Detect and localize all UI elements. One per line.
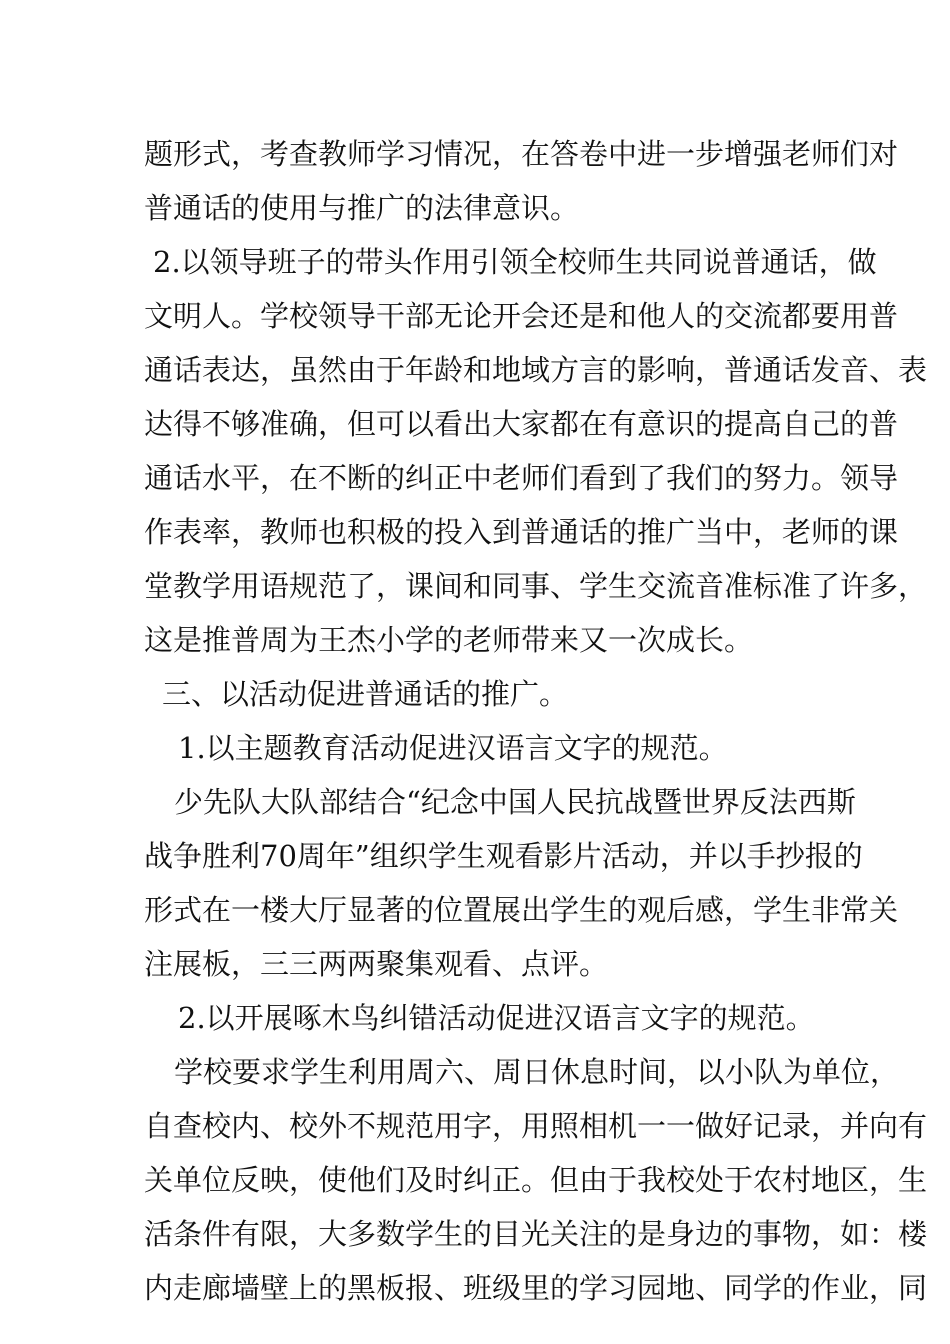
body-text-line: 活条件有限，大多数学生的目光关注的是身边的事物，如：楼 <box>144 1217 928 1251</box>
body-text-line: 达得不够准确，但可以看出大家都在有意识的提高自己的普 <box>144 407 899 441</box>
body-text-line: 这是推普周为王杰小学的老师带来又一次成长。 <box>144 623 754 657</box>
body-text-line: 普通话的使用与推广的法律意识。 <box>144 191 580 225</box>
body-text-line: 战争胜利70周年”组织学生观看影片活动，并以手抄报的 <box>144 839 863 873</box>
body-text-line: 形式在一楼大厅显著的位置展出学生的观后感，学生非常关 <box>144 893 899 927</box>
body-text-line: 学校要求学生利用周六、周日休息时间，以小队为单位， <box>174 1055 900 1089</box>
section-heading: 三、以活动促进普通话的推广。 <box>162 677 569 711</box>
subsection-heading: 1.以主题教育活动促进汉语言文字的规范。 <box>178 731 728 765</box>
body-text-line: 自查校内、校外不规范用字，用照相机一一做好记录，并向有 <box>144 1109 928 1143</box>
body-text-line: 关单位反映，使他们及时纠正。但由于我校处于农村地区，生 <box>144 1163 928 1197</box>
body-text-line: 通话表达，虽然由于年龄和地域方言的影响，普通话发音、表 <box>144 353 928 387</box>
body-text-line: 少先队大队部结合“纪念中国人民抗战暨世界反法西斯 <box>174 785 856 819</box>
body-text-line: 题形式，考查教师学习情况，在答卷中进一步增强老师们对 <box>144 137 899 171</box>
numbered-item-text: 2.以领导班子的带头作用引领全校师生共同说普通话，做 <box>153 245 877 279</box>
body-text-line: 注展板，三三两两聚集观看、点评。 <box>144 947 609 981</box>
body-text-line: 内走廊墙壁上的黑板报、班级里的学习园地、同学的作业，同 <box>144 1271 928 1305</box>
body-text-line: 作表率，教师也积极的投入到普通话的推广当中，老师的课 <box>144 515 899 549</box>
body-text-line: 堂教学用语规范了，课间和同事、学生交流音准标准了许多， <box>144 569 928 603</box>
body-text-line: 通话水平，在不断的纠正中老师们看到了我们的努力。领导 <box>144 461 899 495</box>
body-text-line: 文明人。学校领导干部无论开会还是和他人的交流都要用普 <box>144 299 899 333</box>
subsection-heading: 2.以开展啄木鸟纠错活动促进汉语言文字的规范。 <box>178 1001 815 1035</box>
